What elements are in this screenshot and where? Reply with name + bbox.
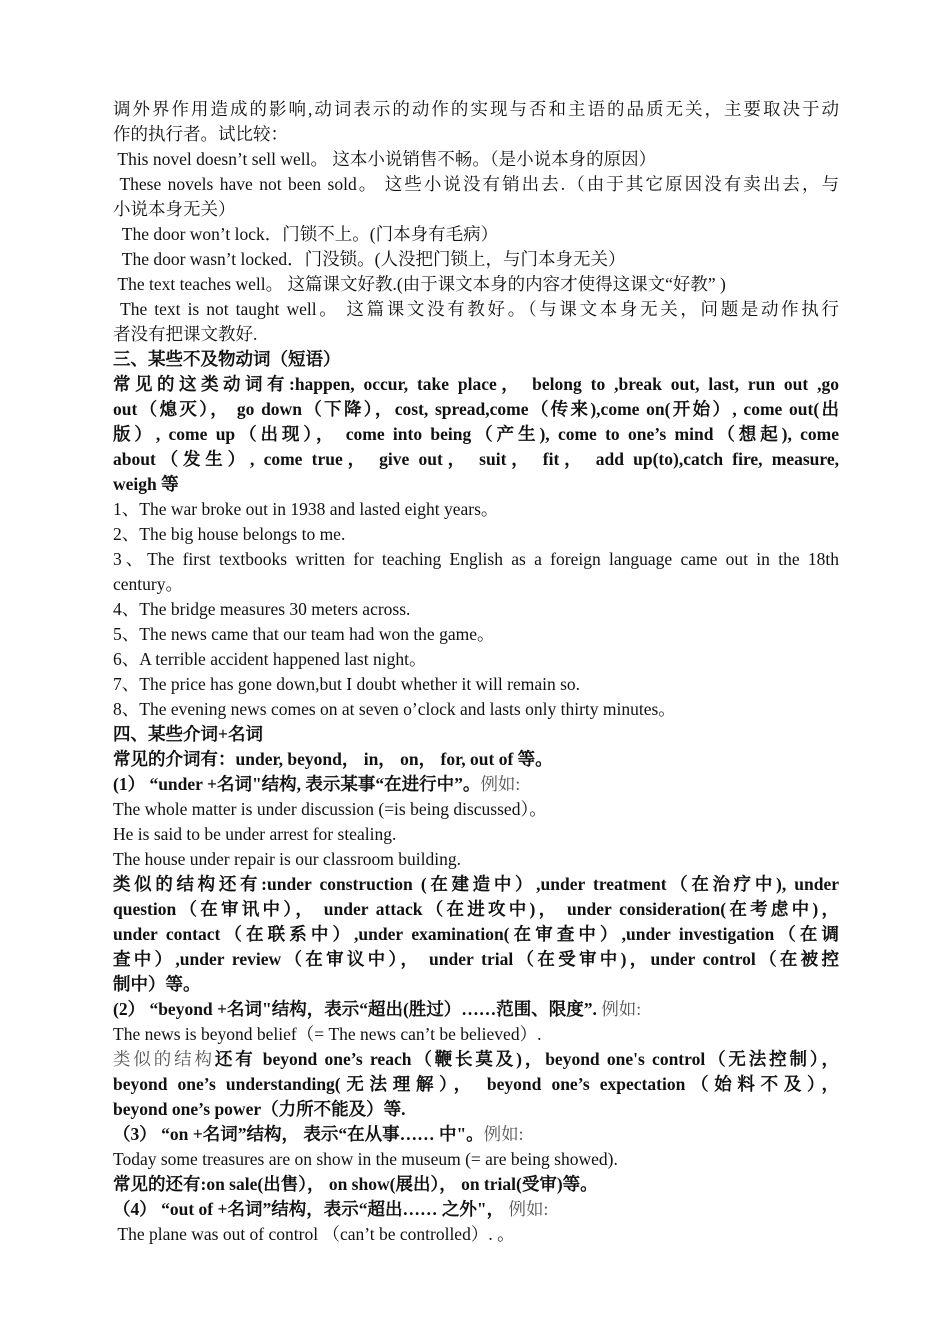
example-prompt: 例如: <box>483 1124 524 1144</box>
example-sentence: Today some treasures are on show in the museum (= are being showed). <box>113 1149 618 1169</box>
example-sentence: This novel doesn’t sell well。 这本小说销售不畅。（是小说本身的原因） <box>113 149 657 169</box>
subsection-title: (2） “beyond +名词"结构，表示“超出(胜过）……范围、限度”. <box>113 999 597 1019</box>
example-sentence: He is said to be under arrest for stealing. <box>113 824 397 844</box>
numbered-sentence: 1、The war broke out in 1938 and lasted eight years。 <box>113 499 499 519</box>
similar-structures-text: 还有 beyond one’s reach（鞭长莫及)，beyond one's control（无法控制）， <box>214 1049 840 1069</box>
numbered-sentence: 6、A terrible accident happened last night。 <box>113 649 427 669</box>
example-sentence: The plane was out of control （can’t be controlled）. 。 <box>113 1224 515 1244</box>
similar-structures-line <box>113 1047 839 1072</box>
subsection-4-heading <box>113 1197 839 1222</box>
intro-line-2: 作的执行者。试比较： <box>113 124 288 144</box>
example-prompt: 例如: <box>596 999 642 1019</box>
document-body <box>113 97 839 1247</box>
example-sentence-continued: 者没有把课文教好. <box>113 324 258 344</box>
numbered-sentence: 2、The big house belongs to me. <box>113 524 346 544</box>
numbered-sentence: 8、The evening news comes on at seven o’clock and lasts only thirty minutes。 <box>113 699 676 719</box>
numbered-sentence: 3、The first textbooks written for teaching English as a foreign language came out in the 18th <box>113 549 839 569</box>
example-sentence: The news is beyond belief（= The news can’t be believed）. <box>113 1024 542 1044</box>
subsection-3-heading <box>113 1122 839 1147</box>
example-sentence: The door won’t lock．门锁不上。(门本身有毛病） <box>113 224 499 244</box>
similar-structures-line: 常见的还有:on sale(出售）， on show(展出）， on trial(受审)等。 <box>113 1174 598 1194</box>
subsection-title: （3） “on +名词”结构， 表示“在从事…… 中"。 <box>113 1124 484 1144</box>
similar-structures-line: 查中）,under review（在审议中）， under trial（在受审中)，under control（在被控 <box>113 949 839 969</box>
subsection-1-heading <box>113 772 839 797</box>
subsection-title: (1） “under +名词"结构, 表示某事“在进行中”。 <box>113 774 481 794</box>
similar-structures-line: 类似的结构还有:under construction (在建造中）,under treatment（在治疗中), under <box>113 874 839 894</box>
example-sentence: These novels have not been sold。 这些小说没有销出去.（由于其它原因没有卖出去，与 <box>113 174 840 194</box>
similar-structures-line: beyond one’s power（力所不能及）等. <box>113 1099 406 1119</box>
example-sentence-continued: 小说本身无关） <box>113 199 236 219</box>
verb-list-line: 常见的这类动词有:happen, occur, take place， belong to ,break out, last, run out ,go <box>113 374 839 394</box>
numbered-sentence-continued: century。 <box>113 574 183 594</box>
numbered-sentence: 7、The price has gone down,but I doubt whether it will remain so. <box>113 674 581 694</box>
similar-structures-line: 制中）等。 <box>113 974 201 994</box>
similar-structures-line: question（在审讯中）， under attack（在进攻中)， under consideration(在考虑中)， <box>113 899 839 919</box>
numbered-sentence: 5、The news came that our team had won the game。 <box>113 624 495 644</box>
similar-structures-line: under contact（在联系中）,under examination(在审查中）,under investigation（在调 <box>113 924 839 944</box>
example-prompt: 例如: <box>504 1199 549 1219</box>
subsection-2-heading <box>113 997 839 1022</box>
example-sentence: The house under repair is our classroom building. <box>113 849 461 869</box>
verb-list-line: weigh 等 <box>113 474 179 494</box>
example-sentence: The door wasn’t locked．门没锁。(人没把门锁上，与门本身无关） <box>113 249 626 269</box>
verb-list-line: 版）, come up（出现）， come into being（产生), come to one’s mind（想起), come <box>113 424 839 444</box>
example-sentence: The text teaches well。 这篇课文好教.(由于课文本身的内容才使得这课文“好教” ) <box>113 274 726 294</box>
example-sentence: The text is not taught well。 这篇课文没有教好。（与课文本身无关，问题是动作执行 <box>113 299 840 319</box>
example-prompt: 例如: <box>480 774 521 794</box>
similar-structures-line: beyond one’s understanding(无法理解）， beyond one’s expectation（始料不及）， <box>113 1074 839 1094</box>
section-3-heading: 三、某些不及物动词（短语） <box>113 349 341 369</box>
similar-prefix: 类似的结构 <box>113 1049 215 1069</box>
verb-list-line: about（发生）, come true， give out， suit， fit， add up(to),catch fire, measure, <box>113 449 839 469</box>
intro-line-1: 调外界作用造成的影响,动词表示的动作的实现与否和主语的品质无关，主要取决于动 <box>113 99 839 119</box>
numbered-sentence: 4、The bridge measures 30 meters across. <box>113 599 411 619</box>
verb-list-line: out（熄灭）， go down（下降），cost, spread,come（传来),come on(开始）, come out(出 <box>113 399 839 419</box>
subsection-title: （4） “out of +名词”结构，表示“超出…… 之外"， <box>113 1199 505 1219</box>
preposition-list: 常见的介词有：under, beyond， in， on， for, out of 等。 <box>113 749 553 769</box>
example-sentence: The whole matter is under discussion (=is being discussed）。 <box>113 799 547 819</box>
section-4-heading: 四、某些介词+名词 <box>113 724 263 744</box>
